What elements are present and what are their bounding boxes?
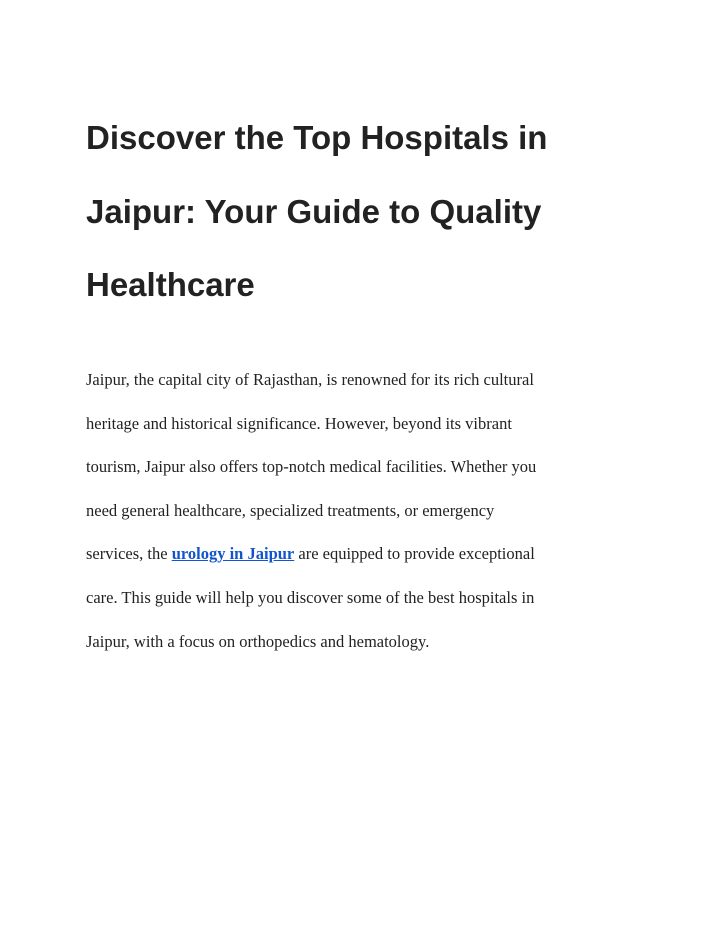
body-line-5-prefix: services, the — [86, 544, 172, 563]
body-line-2: heritage and historical significance. However, beyond its vibrant — [86, 414, 512, 433]
body-line-6: care. This guide will help you discover some of the best hospitals in — [86, 588, 535, 607]
title-line-1: Discover the Top Hospitals in — [86, 119, 548, 156]
body-line-1: Jaipur, the capital city of Rajasthan, is renowned for its rich cultural — [86, 370, 534, 389]
body-line-3: tourism, Jaipur also offers top-notch medical facilities. Whether you — [86, 457, 537, 476]
body-line-7: Jaipur, with a focus on orthopedics and hematology. — [86, 632, 430, 651]
urology-link[interactable]: urology in Jaipur — [171, 544, 295, 563]
body-line-4: need general healthcare, specialized treatments, or emergency — [86, 501, 495, 520]
title-line-2: Jaipur: Your Guide to Quality — [86, 193, 542, 230]
title-line-3: Healthcare — [86, 266, 255, 303]
body-line-5-suffix: are equipped to provide exceptional — [294, 544, 535, 563]
body-line-5 — [86, 546, 535, 563]
